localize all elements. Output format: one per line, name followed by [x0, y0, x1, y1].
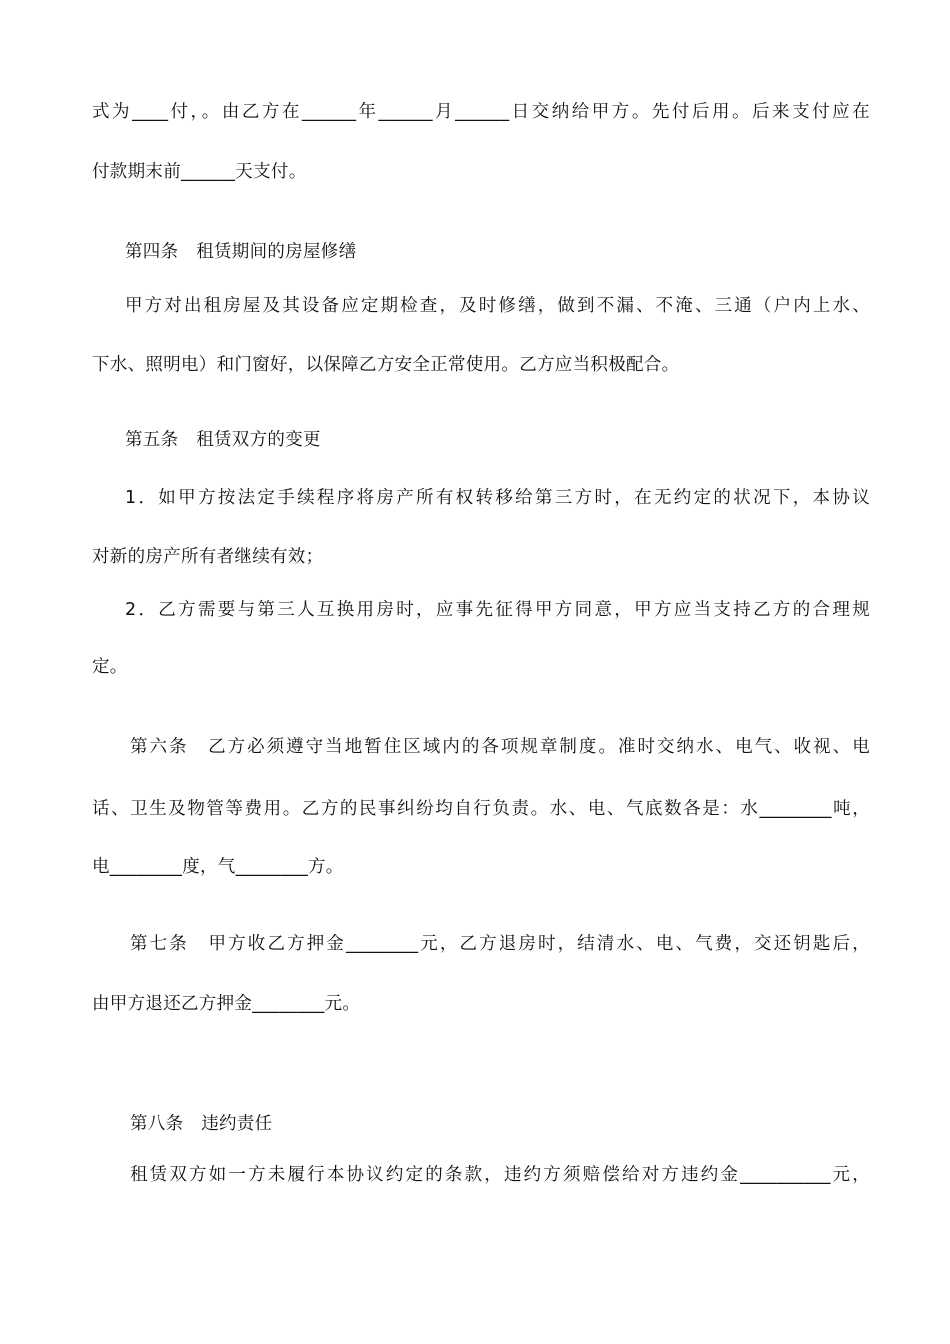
paragraph-line: 由甲方退还乙方押金________元。	[92, 994, 361, 1014]
section-heading-7: 第七条 甲方收乙方押金________元，乙方退房时，结清水、电、气费，交还钥匙后，	[130, 934, 870, 954]
paragraph-line: 下水、照明电）和门窗好，以保障乙方安全正常使用。乙方应当积极配合。	[92, 355, 680, 375]
paragraph-line: 话、卫生及物管等费用。乙方的民事纠纷均自行负责。水、电、气底数各是：水________吨，	[92, 799, 870, 819]
section-heading-8: 第八条 违约责任	[130, 1114, 273, 1134]
paragraph-line: 1．如甲方按法定手续程序将房产所有权转移给第三方时，在无约定的状况下，本协议	[125, 488, 870, 508]
paragraph-line: 甲方对出租房屋及其设备应定期检查，及时修缮，做到不漏、不淹、三通（户内上水、	[125, 296, 870, 316]
paragraph-line: 付款期末前______天支付。	[92, 162, 307, 182]
section-heading-4: 第四条 租赁期间的房屋修缮	[125, 242, 357, 262]
paragraph-line: 租赁双方如一方未履行本协议约定的条款，违约方须赔偿给对方违约金__________元，	[130, 1165, 870, 1185]
section-heading-6: 第六条 乙方必须遵守当地暂住区域内的各项规章制度。准时交纳水、电气、收视、电	[130, 737, 870, 757]
section-heading-5: 第五条 租赁双方的变更	[125, 430, 321, 450]
paragraph-line: 电________度，气________方。	[92, 857, 344, 877]
paragraph-line: 对新的房产所有者继续有效；	[92, 547, 324, 567]
paragraph-line: 式为____付，。由乙方在______年______月______日交纳给甲方。先付后用。后来支付应在	[92, 102, 870, 122]
paragraph-line: 定。	[92, 657, 128, 677]
paragraph-line: 2．乙方需要与第三人互换用房时，应事先征得甲方同意，甲方应当支持乙方的合理规	[125, 600, 870, 620]
